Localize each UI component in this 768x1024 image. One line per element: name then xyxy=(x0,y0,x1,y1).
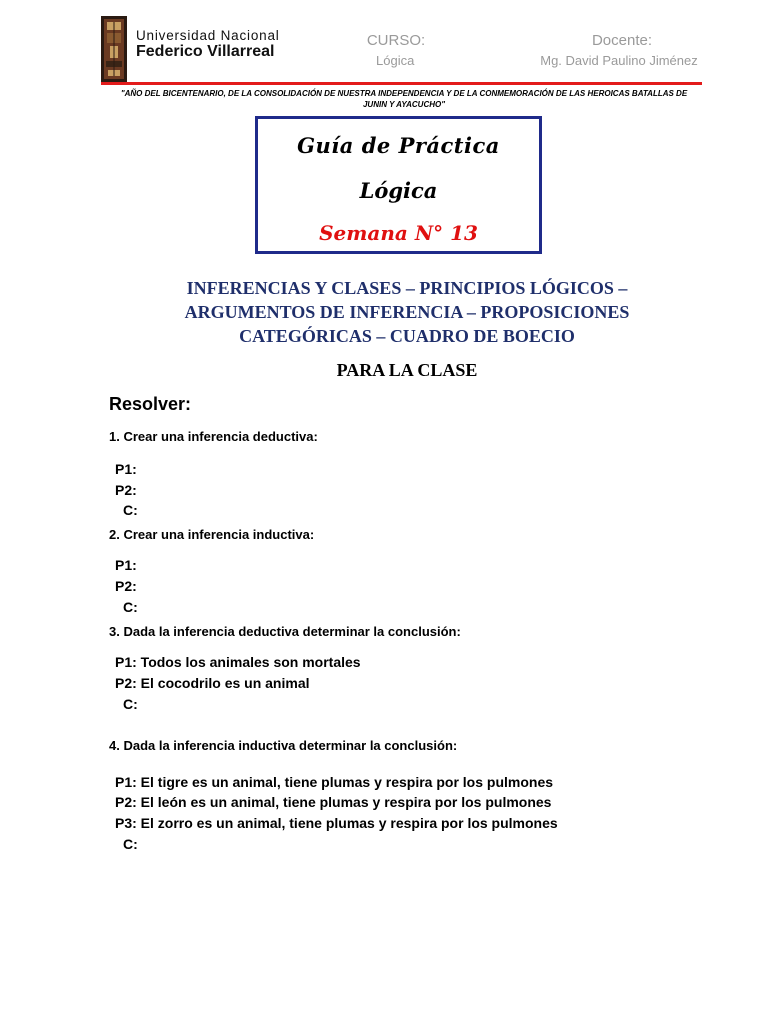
section-title: PARA LA CLASE xyxy=(336,360,478,380)
university-name-line2: Federico Villarreal xyxy=(136,43,275,60)
premise-line: P1: Todos los animales son mortales xyxy=(115,654,361,670)
premise-line: P2: xyxy=(115,578,137,594)
topic-heading xyxy=(110,276,704,348)
premise-line: P3: El zorro es un animal, tiene plumas y respira por los pulmones xyxy=(115,815,558,831)
conclusion-line: C: xyxy=(123,599,138,615)
topic-line2: ARGUMENTOS DE INFERENCIA – PROPOSICIONES xyxy=(184,302,630,322)
question-title: 4. Dada la inferencia inductiva determinar la conclusión: xyxy=(109,738,458,753)
title-box xyxy=(255,116,542,254)
question-title: 3. Dada la inferencia deductiva determinar la conclusión: xyxy=(109,624,461,639)
university-name-line1: Universidad Nacional xyxy=(136,28,280,43)
premise-line: P1: El tigre es un animal, tiene plumas y respira por los pulmones xyxy=(115,774,554,790)
course-value: Lógica xyxy=(376,53,415,68)
university-name xyxy=(136,29,280,61)
guide-title: Guía de Práctica xyxy=(297,133,500,158)
question-title: 2. Crear una inferencia inductiva: xyxy=(109,527,315,542)
teacher-value: Mg. David Paulino Jiménez xyxy=(540,53,698,68)
header-divider xyxy=(101,82,702,85)
premise-line: P2: El león es un animal, tiene plumas y respira por los pulmones xyxy=(115,794,552,810)
year-motto: "AÑO DEL BICENTENARIO, DE LA CONSOLIDACIÓN DE NUESTRA INDEPENDENCIA Y DE LA CONMEMORACIÓN DE LAS HEROICAS BATALLAS DE JUNIN Y AYACUCHO" xyxy=(120,89,688,109)
topic-line1: INFERENCIAS Y CLASES – PRINCIPIOS LÓGICOS – xyxy=(186,278,628,298)
premise-line: P2: xyxy=(115,482,137,498)
conclusion-line: C: xyxy=(123,696,138,712)
topic-line3: CATEGÓRICAS – CUADRO DE BOECIO xyxy=(239,326,575,346)
teacher-label: Docente: xyxy=(591,32,653,49)
resolver-label: Resolver: xyxy=(109,394,192,414)
premise-line: P2: El cocodrilo es un animal xyxy=(115,675,310,691)
university-crest-icon xyxy=(101,16,127,82)
teacher-info xyxy=(524,32,714,72)
question-title: 1. Crear una inferencia deductiva: xyxy=(109,429,318,444)
conclusion-line: C: xyxy=(123,836,138,852)
subject-title: Lógica xyxy=(359,178,438,203)
course-info xyxy=(366,32,426,72)
week-title: Semana N° 13 xyxy=(319,221,478,245)
page-header xyxy=(0,0,768,90)
premise-line: P1: xyxy=(115,461,137,477)
course-label: CURSO: xyxy=(366,32,426,49)
conclusion-line: C: xyxy=(123,502,138,518)
premise-line: P1: xyxy=(115,557,137,573)
